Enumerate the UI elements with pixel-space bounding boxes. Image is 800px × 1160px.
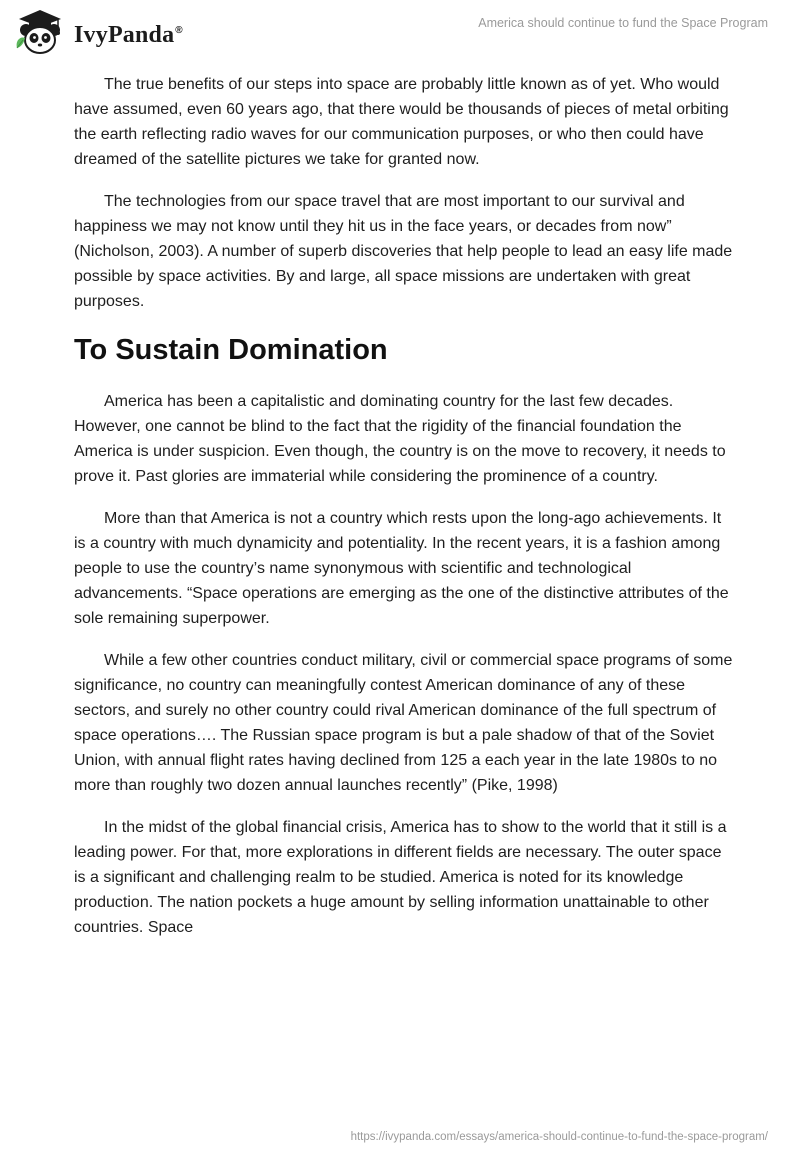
paragraph: The technologies from our space travel that are most important to our survival and happiness we may not know until they hit us in the face years, or decades from now” (Nicholson, 2003). A number of superb discoveries that help people to lead an easy life made possible by space activities. By and large, all space missions are undertaken with great purposes.: [74, 193, 733, 310]
paragraph: In the midst of the global financial crisis, America has to show to the world that it still is a leading power. For that, more explorations in different fields are necessary. The outer space is a significant and challenging realm to be studied. America is noted for its knowledge production. The nation pockets a huge amount by selling information unattainable to other countries. Space: [74, 819, 727, 936]
paragraph: America has been a capitalistic and dominating country for the last few decades. However, one cannot be blind to the fact that the rigidity of the financial foundation the America is under suspicion. Even though, the country is on the move to recovery, it needs to prove it. Past glories are immaterial while considering the prominence of a country.: [74, 393, 726, 485]
page-header: [0, 0, 800, 70]
paragraph: More than that America is not a country which rests upon the long-ago achievements. It is a country with much dynamicity and potentiality. In the recent years, it is a fashion among people to use the country’s name synonymous with scientific and technological advancements. “Space operations are emerging as the one of the distinctive attributes of the sole remaining superpower.: [74, 510, 729, 627]
panda-graduate-icon: [14, 8, 66, 56]
section-heading: To Sustain Domination: [74, 334, 388, 366]
logo-wordmark: IvyPanda®: [74, 21, 183, 48]
document-title: America should continue to fund the Space Program: [478, 16, 768, 30]
ivypanda-logo[interactable]: [14, 8, 183, 56]
paragraph: While a few other countries conduct military, civil or commercial space programs of some significance, no country can meaningfully contest American dominance of any of these sectors, and surely no other country could rival American dominance of the full spectrum of space operations…. The Russian space program is but a pale shadow of that of the Soviet Union, with annual flight rates having declined from 125 a each year in the late 1980s to no more than roughly two dozen annual launches recently” (Pike, 1998): [74, 652, 733, 794]
paragraph: The true benefits of our steps into space are probably little known as of yet. Who would have assumed, even 60 years ago, that there would be thousands of pieces of metal orbiting the earth reflecting radio waves for our communication purposes, or who then could have dreamed of the satellite pictures we take for granted now.: [74, 76, 729, 168]
article-body: [74, 72, 734, 957]
source-url[interactable]: https://ivypanda.com/essays/america-should-continue-to-fund-the-space-program/: [350, 1131, 768, 1143]
